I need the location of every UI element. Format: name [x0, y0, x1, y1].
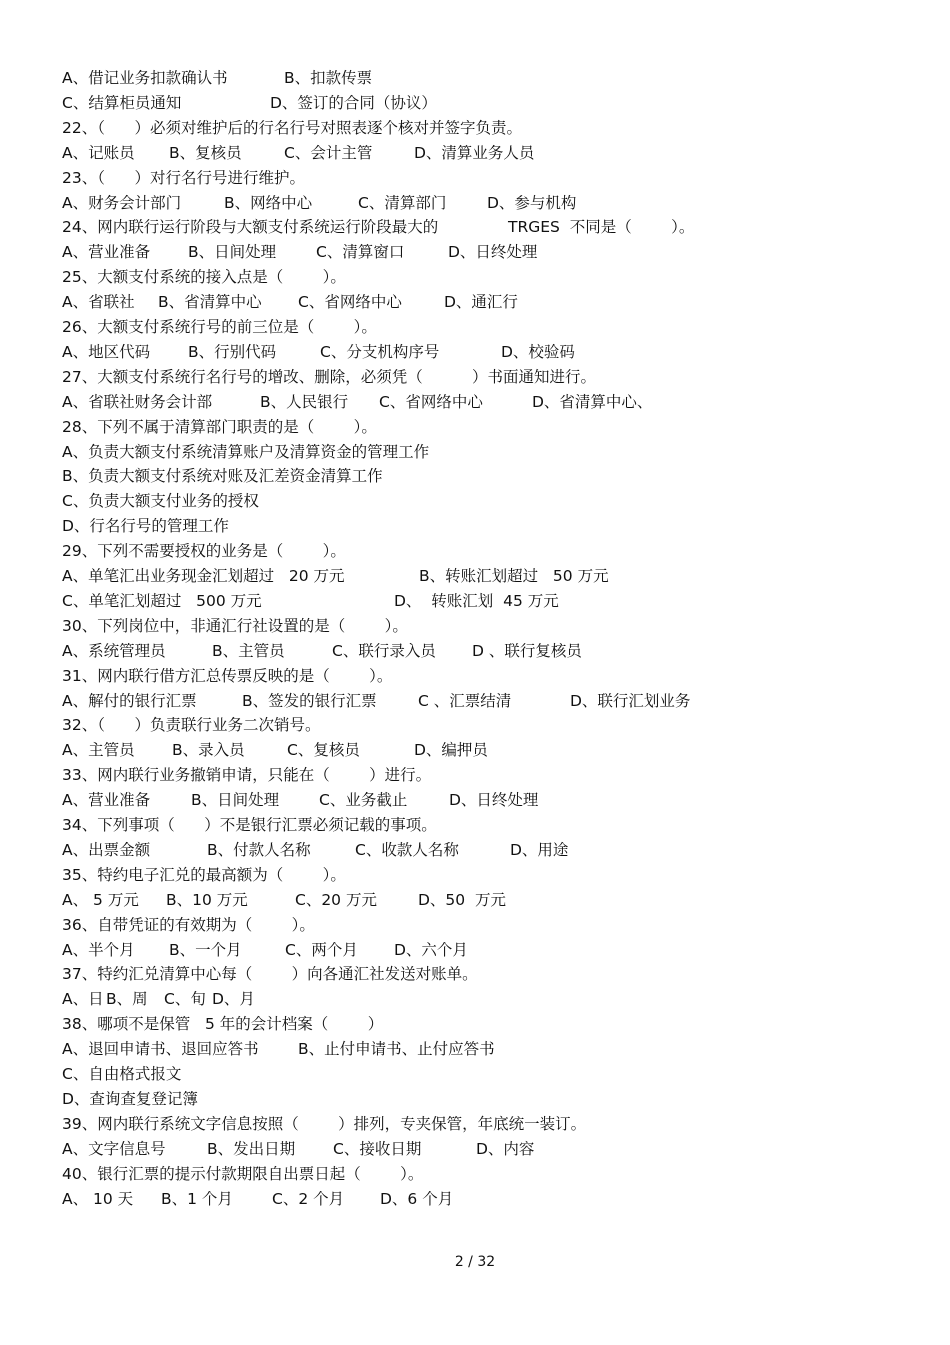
line-text: 31、网内联行借方汇总传票反映的是（ ）。 — [62, 666, 393, 685]
option-text: D 、联行复核员 — [472, 641, 582, 660]
line-text: A、地区代码 — [62, 342, 151, 361]
option-text: C、省网络中心 — [298, 293, 402, 312]
option-text: D、用途 — [510, 840, 569, 859]
option-text: C 、汇票结清 — [418, 691, 512, 710]
text-line — [62, 838, 569, 862]
line-text: A、日 — [62, 990, 104, 1009]
option-text: B、行别代码 — [188, 342, 277, 361]
line-text: A、文字信息号 — [62, 1139, 166, 1158]
line-text: 34、下列事项（ ）不是银行汇票必须记载的事项。 — [62, 816, 437, 834]
line-text: A、系统管理员 — [62, 641, 166, 660]
text-line — [62, 962, 478, 986]
option-text: C、复核员 — [287, 741, 360, 760]
option-text: D、50 万元 — [418, 890, 507, 909]
text-line — [62, 365, 596, 389]
line-text: A、 5 万元 — [62, 890, 139, 909]
text-line — [62, 1062, 181, 1086]
option-text: D、联行汇划业务 — [570, 691, 691, 710]
option-text: B、主管员 — [212, 641, 285, 660]
text-line — [62, 564, 609, 588]
option-text: D、编押员 — [414, 741, 488, 760]
line-text: 25、大额支付系统的接入点是（ ）。 — [62, 268, 346, 287]
line-text: 38、哪项不是保管 5 年的会计档案（ ） — [62, 1015, 384, 1034]
text-line — [62, 315, 377, 339]
line-text: 40、银行汇票的提示付款期限自出票日起（ ）。 — [62, 1164, 424, 1183]
text-line — [62, 440, 429, 464]
text-line — [62, 788, 539, 812]
text-line — [62, 290, 518, 314]
line-text: A、单笔汇出业务现金汇划超过 20 万元 — [62, 567, 345, 585]
line-text: A、借记业务扣款确认书 — [62, 69, 228, 87]
option-text: C、两个月 — [285, 940, 358, 959]
option-text: C、清算窗口 — [316, 243, 405, 262]
option-text: C、接收日期 — [333, 1139, 422, 1158]
option-text: D、省清算中心、 — [532, 392, 653, 411]
text-line — [62, 340, 575, 364]
text-line — [62, 1037, 495, 1061]
option-text: B、发出日期 — [207, 1139, 296, 1158]
option-text: D、日终处理 — [449, 791, 539, 810]
line-text: 39、网内联行系统文字信息按照（ ）排列，专夹保管，年底统一装订。 — [62, 1114, 587, 1133]
option-text: D、 转账汇划 45 万元 — [394, 591, 559, 610]
text-line — [62, 938, 468, 962]
option-text: C、旬 — [164, 990, 206, 1009]
text-line — [62, 614, 408, 638]
option-text: C、联行录入员 — [332, 641, 436, 660]
line-text: A、 10 天 — [62, 1189, 134, 1208]
text-line — [62, 1012, 383, 1036]
text-line — [62, 1187, 454, 1211]
text-line — [62, 888, 507, 912]
text-line — [62, 863, 346, 887]
option-text: D、6 个月 — [380, 1189, 454, 1208]
option-text: B、10 万元 — [166, 890, 248, 909]
line-text: 28、下列不属于清算部门职责的是（ ）。 — [62, 417, 377, 436]
option-text: B、付款人名称 — [207, 840, 311, 859]
text-line — [62, 141, 535, 165]
text-line — [62, 240, 538, 264]
text-line — [62, 1087, 198, 1111]
line-text: C、结算柜员通知 — [62, 93, 182, 112]
text-line — [62, 166, 305, 190]
option-text: B、日间处理 — [191, 791, 280, 810]
option-text: D、校验码 — [501, 342, 575, 361]
text-line — [62, 738, 488, 762]
line-text: 27、大额支付系统行名行号的增改、删除，必须凭（ ）书面通知进行。 — [62, 367, 596, 386]
line-text: A、出票金额 — [62, 840, 151, 859]
line-text: A、负责大额支付系统清算账户及清算资金的管理工作 — [62, 442, 430, 461]
option-text: B、一个月 — [169, 940, 242, 959]
text-line — [62, 639, 582, 663]
option-text: D、参与机构 — [487, 193, 577, 212]
line-text: A、财务会计部门 — [62, 193, 182, 212]
page-number: 2 / 32 — [454, 1254, 496, 1270]
line-text: 24、网内联行运行阶段与大额支付系统运行阶段最大的 — [62, 218, 439, 237]
line-text: A、营业准备 — [62, 791, 151, 810]
line-text: 37、特约汇兑清算中心每（ ）向各通汇社发送对账单。 — [62, 965, 478, 984]
text-line — [62, 689, 691, 713]
option-text: C、会计主管 — [284, 143, 373, 162]
line-text: A、半个月 — [62, 940, 135, 959]
text-line — [62, 514, 229, 538]
text-line — [62, 664, 392, 688]
text-line — [62, 215, 695, 239]
text-line — [62, 813, 437, 837]
line-text: A、解付的银行汇票 — [62, 691, 197, 710]
option-text: TRGES 不同是（ ）。 — [508, 218, 695, 237]
text-line — [62, 415, 377, 439]
line-text: C、单笔汇划超过 500 万元 — [62, 591, 262, 610]
text-line — [62, 489, 259, 513]
option-text: C、收款人名称 — [355, 840, 459, 859]
option-text: B、日间处理 — [188, 243, 277, 262]
option-text: B、复核员 — [169, 143, 242, 162]
line-text: A、记账员 — [62, 143, 135, 162]
line-text: A、省联社财务会计部 — [62, 392, 213, 411]
line-text: B、负责大额支付系统对账及汇差资金清算工作 — [62, 467, 383, 486]
line-text: 22、（ ）必须对维护后的行名行号对照表逐个核对并签字负责。 — [62, 118, 523, 137]
line-text: 30、下列岗位中，非通汇行社设置的是（ ）。 — [62, 616, 408, 635]
option-text: D、签订的合同（协议） — [270, 93, 437, 112]
text-line — [62, 390, 653, 414]
text-line — [62, 66, 373, 90]
option-text: B、人民银行 — [260, 392, 349, 411]
line-text: A、退回申请书、退回应答书 — [62, 1040, 259, 1059]
text-line — [62, 265, 346, 289]
option-text: D、六个月 — [394, 940, 468, 959]
option-text: B、转账汇划超过 50 万元 — [419, 567, 609, 585]
text-line — [62, 1137, 535, 1161]
option-text: C、清算部门 — [358, 193, 447, 212]
text-line — [62, 464, 383, 488]
line-text: C、负责大额支付业务的授权 — [62, 492, 259, 511]
text-line — [62, 116, 522, 140]
line-text: 35、特约电子汇兑的最高额为（ ）。 — [62, 865, 346, 884]
line-text: 26、大额支付系统行号的前三位是（ ）。 — [62, 318, 377, 336]
line-text: A、营业准备 — [62, 243, 151, 262]
option-text: C、省网络中心 — [379, 392, 483, 411]
option-text: B、止付申请书、止付应答书 — [298, 1040, 495, 1059]
option-text: C、分支机构序号 — [320, 342, 440, 361]
line-text: 29、下列不需要授权的业务是（ ）。 — [62, 542, 346, 561]
option-text: C、业务截止 — [319, 791, 408, 810]
line-text: C、自由格式报文 — [62, 1065, 182, 1083]
line-text: D、行名行号的管理工作 — [62, 517, 229, 536]
option-text: D、通汇行 — [444, 293, 518, 312]
option-text: D、内容 — [476, 1139, 535, 1158]
text-line — [62, 913, 315, 937]
option-text: B、网络中心 — [224, 193, 313, 212]
option-text: D、清算业务人员 — [414, 143, 535, 162]
line-text: A、省联社 — [62, 293, 135, 312]
line-text: 23、（ ）对行名行号进行维护。 — [62, 168, 306, 187]
option-text: B、省清算中心 — [158, 293, 262, 312]
line-text: 36、自带凭证的有效期为（ ）。 — [62, 915, 315, 934]
line-text: A、主管员 — [62, 741, 135, 760]
text-line — [62, 987, 255, 1011]
text-line — [62, 539, 346, 563]
text-line — [62, 763, 431, 787]
text-line — [62, 589, 559, 613]
option-text: B、签发的银行汇票 — [242, 691, 377, 710]
option-text: B、周 — [106, 990, 148, 1009]
option-text: B、扣款传票 — [284, 69, 373, 87]
line-text: D、查询查复登记簿 — [62, 1089, 198, 1108]
option-text: B、录入员 — [172, 741, 245, 760]
text-line — [62, 713, 321, 737]
option-text: D、月 — [212, 990, 255, 1009]
text-line — [62, 1162, 423, 1186]
line-text: 33、网内联行业务撤销申请，只能在（ ）进行。 — [62, 766, 432, 785]
option-text: C、20 万元 — [295, 890, 377, 909]
option-text: C、2 个月 — [272, 1189, 345, 1208]
text-line — [62, 191, 577, 215]
text-line — [62, 1112, 586, 1136]
text-line — [62, 91, 437, 115]
option-text: B、1 个月 — [161, 1189, 233, 1208]
option-text: D、日终处理 — [448, 243, 538, 262]
line-text: 32、（ ）负责联行业务二次销号。 — [62, 716, 321, 735]
